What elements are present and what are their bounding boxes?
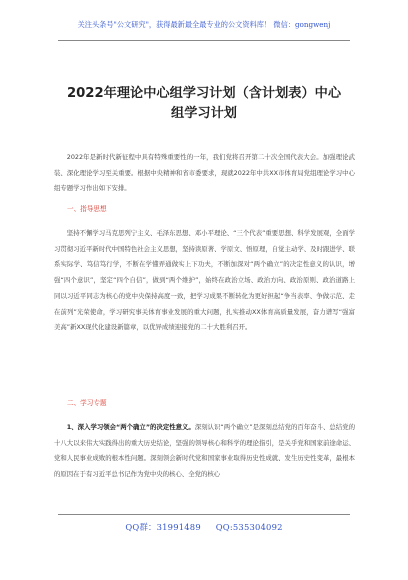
bottom-divider bbox=[58, 514, 350, 515]
footer-contact bbox=[0, 521, 408, 533]
top-banner: 关注头条号"公文研究"，获得最新最全最专业的公文资料库！ 微信：gongwenj bbox=[77, 20, 331, 29]
study-topic-1-title: 1、深入学习领会“两个确立”的决定性意义。 bbox=[66, 423, 195, 431]
guiding-ideology-paragraph: 坚持不懈学习马克思列宁主义、毛泽东思想、邓小平理论、“三个代表”重要思想、科学发展观，全面学习贯彻习近平新时代中国特色社会主义思想，坚持读原著、学原文、悟原理，自觉主动学、及时跟进学、联系实际学、笃信笃行学，不断在学懂弄通做实上下功夫，不断加深对“两个确立”的决定性意义的认识，增强“四个意识”，坚定“四个自信”，做到“两个维护”，始终在政治立场、政治方向、政治原则、政治道路上同以习近平同志为核心的党中央保持高度一致，把学习成果不断转化为更好担起“争当表率、争做示范、走在前列”光荣使命，学习研究事关体育事业发展的重大问题，扎实推动XX体育高质量发展，奋力谱写“强富美高”新XX现代化建设新篇章，以优异成绩迎接党的二十大胜利召开。 bbox=[54, 229, 355, 332]
section-heading-guiding-ideology: 一、指导思想 bbox=[67, 205, 107, 213]
title-line-2: 组学习计划 bbox=[171, 106, 237, 121]
section-heading-study-topics: 二、学习专题 bbox=[67, 399, 107, 407]
footer-qq: QQ:535304092 bbox=[215, 522, 283, 532]
footer-qq-group: QQ群：31991489 bbox=[125, 522, 201, 532]
intro-paragraph: 2022年是新时代新征程中具有特殊重要性的一年，我们党将召开第二十次全国代表大会。加强理论武装、深化理论学习至关重要。根据中央精神和省市委要求，现就2022年中共XX市体育局党组理论学习中心组专题学习作出如下安排。 bbox=[54, 153, 355, 193]
document-title bbox=[40, 84, 368, 124]
top-divider bbox=[58, 40, 350, 41]
study-topic-1-paragraph bbox=[54, 420, 355, 483]
title-line-1: 2022年理论中心组学习计划（含计划表）中心 bbox=[66, 86, 342, 101]
study-topic-1-body: 深刻认识“两个确立”是深刻总结党的百年奋斗、总结党的十八大以来伟大实践得出的重大历史结论，坚强的领导核心和科学的理论指引，是关乎党和国家前途命运、党和人民事业成败的根本性问题。深刻领会新时代党和国家事业取得历史性成就、发生历史性变革，最根本的原因在于有习近平总书记作为党中央的核心、全党的核心 bbox=[54, 423, 355, 479]
